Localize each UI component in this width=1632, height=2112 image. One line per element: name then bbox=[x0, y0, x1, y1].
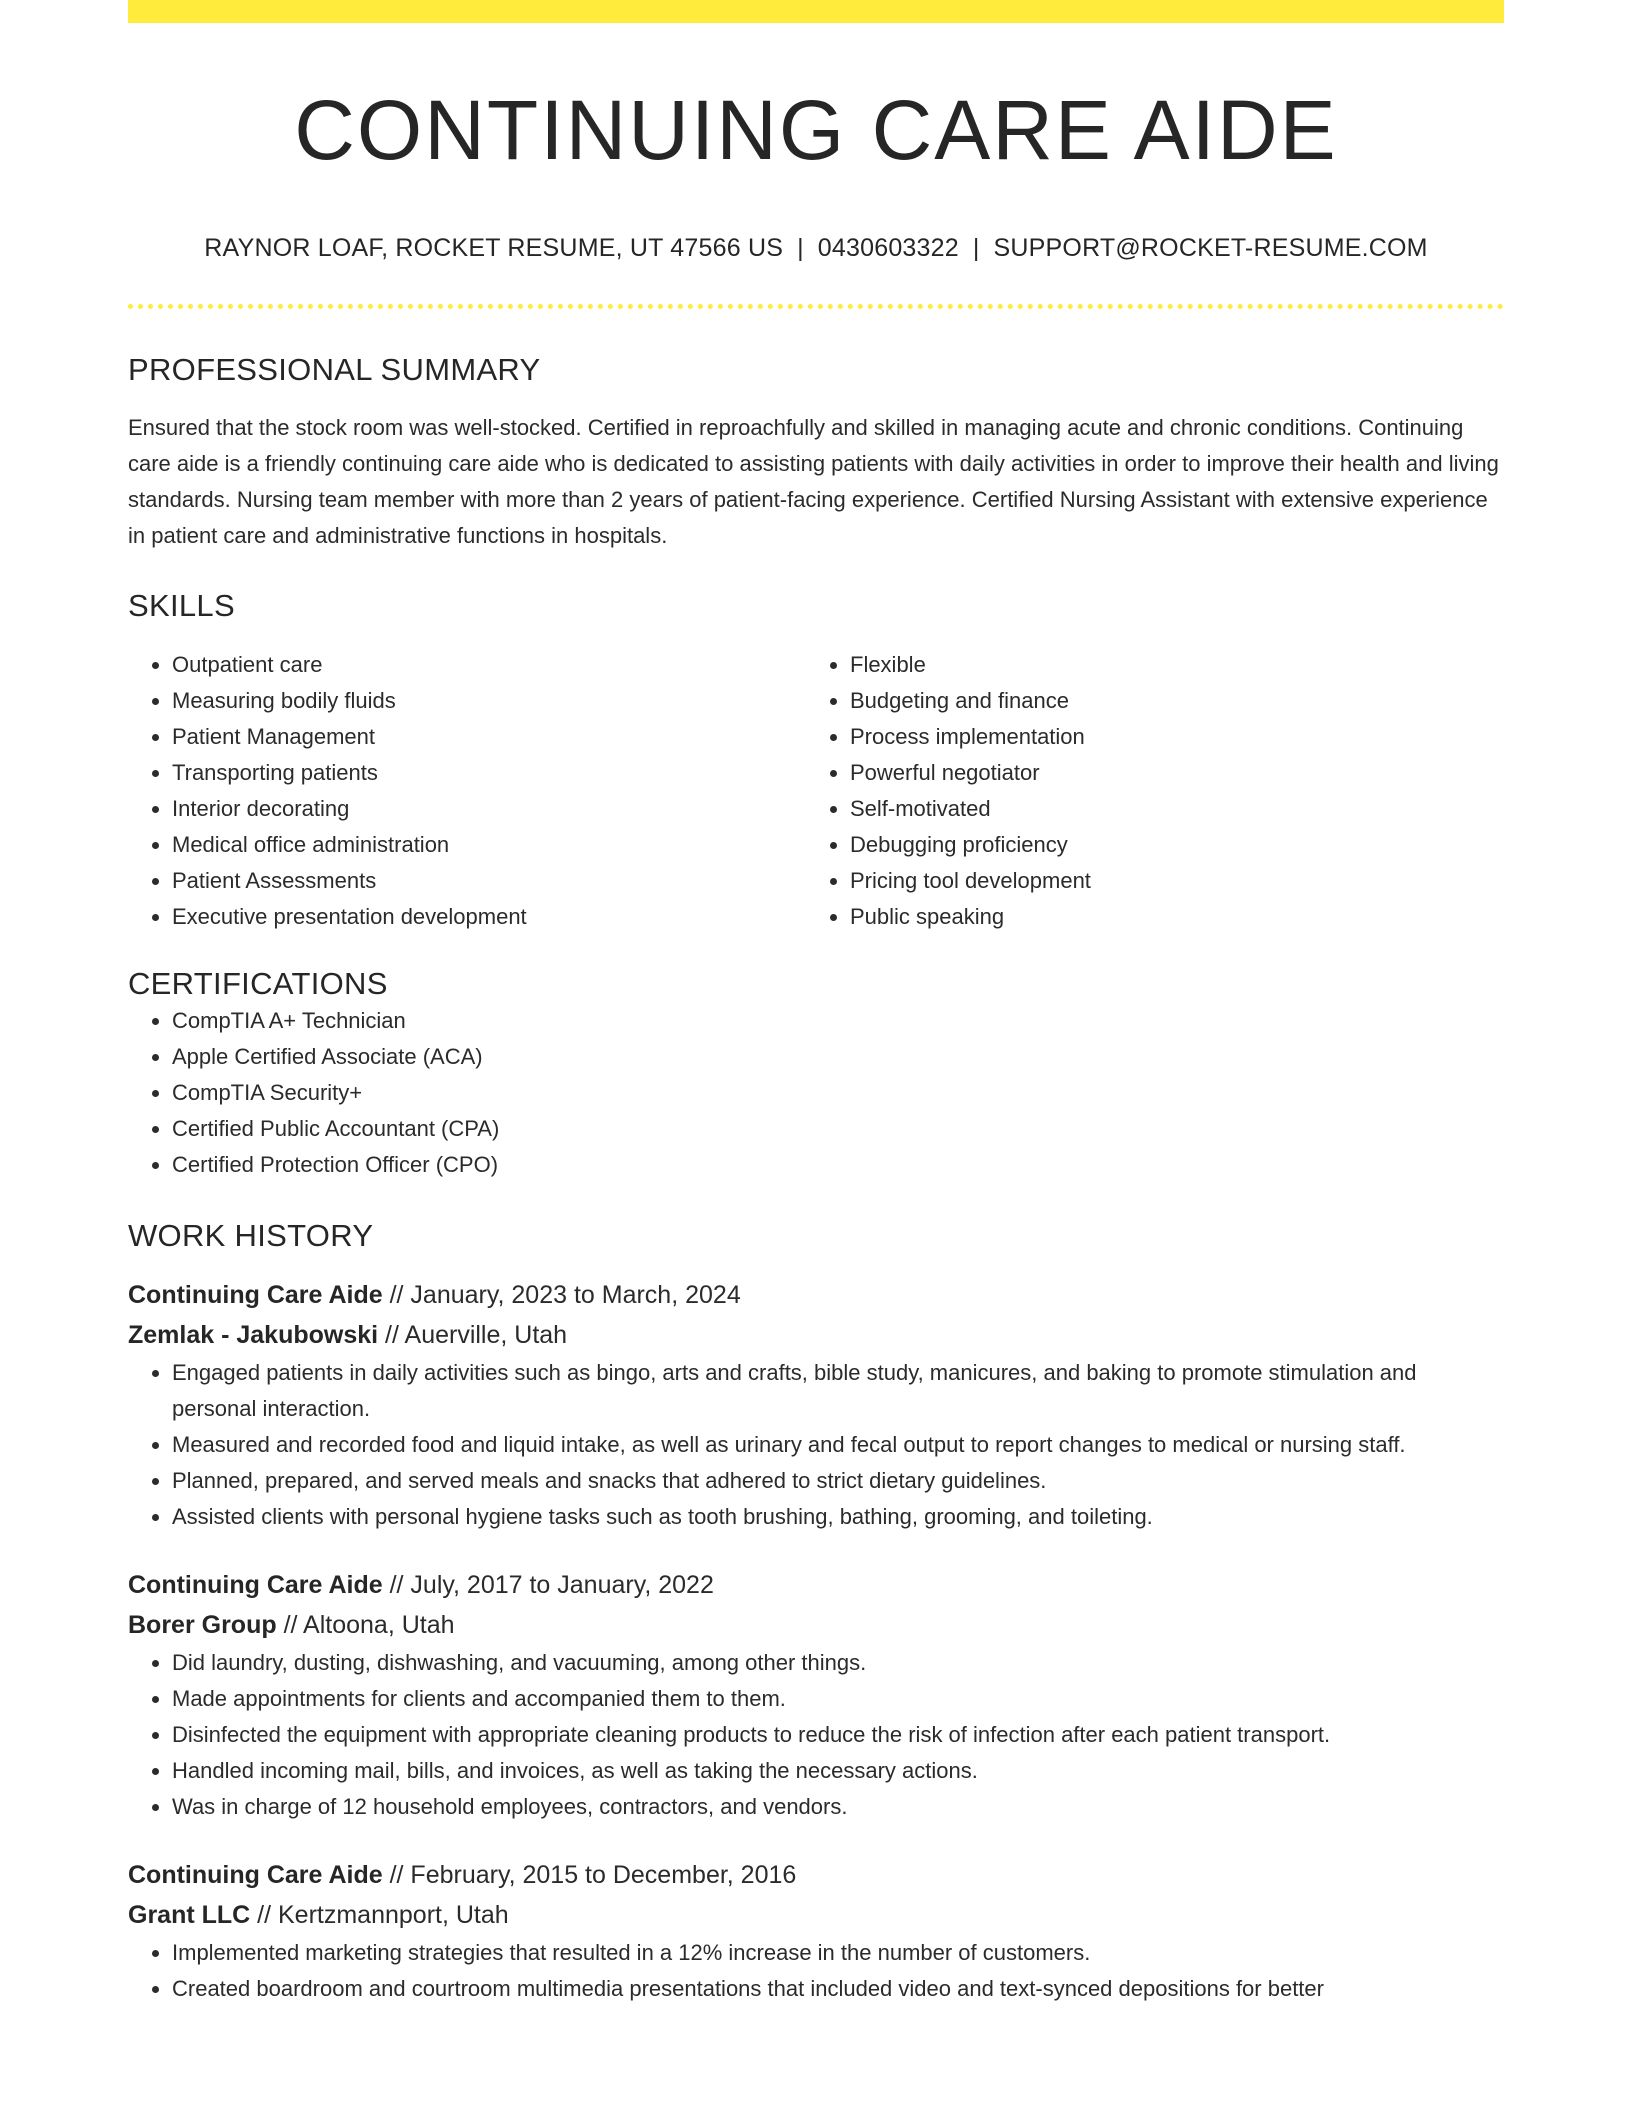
skill-item: • Patient Assessments bbox=[172, 863, 806, 899]
skills-list-right bbox=[806, 647, 1484, 935]
job-bullets bbox=[128, 1355, 1504, 1535]
job-location: // Kertzmannport, Utah bbox=[250, 1901, 509, 1929]
certification-item: • Certified Public Accountant (CPA) bbox=[172, 1111, 1504, 1147]
skills-column-left bbox=[128, 647, 806, 935]
job-bullet: • Did laundry, dusting, dishwashing, and vacuuming, among other things. bbox=[172, 1645, 1504, 1681]
contact-separator: | bbox=[797, 234, 804, 262]
section-title-skills: SKILLS bbox=[128, 588, 235, 623]
job-role: Continuing Care Aide bbox=[128, 1861, 383, 1889]
dotted-divider bbox=[128, 304, 1504, 309]
contact-line bbox=[128, 233, 1504, 263]
skill-item: • Process implementation bbox=[850, 719, 1484, 755]
certification-item: • CompTIA A+ Technician bbox=[172, 1003, 1504, 1039]
skill-item: • Medical office administration bbox=[172, 827, 806, 863]
job-entry bbox=[128, 1275, 1504, 1535]
skill-item: • Pricing tool development bbox=[850, 863, 1484, 899]
section-title-certifications: CERTIFICATIONS bbox=[128, 966, 388, 1001]
job-role-line bbox=[128, 1565, 1504, 1605]
contact-address: RAYNOR LOAF, ROCKET RESUME, UT 47566 US bbox=[204, 234, 784, 262]
skill-item: • Patient Management bbox=[172, 719, 806, 755]
job-location: // Auerville, Utah bbox=[378, 1321, 568, 1349]
job-company: Zemlak - Jakubowski bbox=[128, 1321, 379, 1349]
job-bullet: • Was in charge of 12 household employees, contractors, and vendors. bbox=[172, 1789, 1504, 1825]
job-role-line bbox=[128, 1275, 1504, 1315]
skill-item: • Public speaking bbox=[850, 899, 1484, 935]
section-title-work-history: WORK HISTORY bbox=[128, 1218, 374, 1253]
job-location: // Altoona, Utah bbox=[276, 1611, 455, 1639]
contact-email: SUPPORT@ROCKET-RESUME.COM bbox=[993, 234, 1428, 262]
job-bullet: • Measured and recorded food and liquid intake, as well as urinary and fecal output to report changes to medical or nursing staff. bbox=[172, 1427, 1504, 1463]
section-title-summary: PROFESSIONAL SUMMARY bbox=[128, 352, 541, 387]
skill-item: • Budgeting and finance bbox=[850, 683, 1484, 719]
job-bullet: • Made appointments for clients and accompanied them to them. bbox=[172, 1681, 1504, 1717]
certifications-list bbox=[128, 1003, 1504, 1183]
skill-item: • Outpatient care bbox=[172, 647, 806, 683]
job-company-line bbox=[128, 1315, 1504, 1355]
job-company: Grant LLC bbox=[128, 1901, 251, 1929]
skill-item: • Flexible bbox=[850, 647, 1484, 683]
job-bullet: • Handled incoming mail, bills, and invoices, as well as taking the necessary actions. bbox=[172, 1753, 1504, 1789]
job-entry bbox=[128, 1565, 1504, 1825]
certification-item: • CompTIA Security+ bbox=[172, 1075, 1504, 1111]
job-company: Borer Group bbox=[128, 1611, 277, 1639]
job-bullet: • Planned, prepared, and served meals and snacks that adhered to strict dietary guidelines. bbox=[172, 1463, 1504, 1499]
job-dates: // January, 2023 to March, 2024 bbox=[382, 1281, 741, 1309]
job-company-line bbox=[128, 1605, 1504, 1645]
skill-item: • Measuring bodily fluids bbox=[172, 683, 806, 719]
job-bullets bbox=[128, 1645, 1504, 1825]
certification-item: • Apple Certified Associate (ACA) bbox=[172, 1039, 1504, 1075]
job-role: Continuing Care Aide bbox=[128, 1281, 383, 1309]
resume-title: CONTINUING CARE AIDE bbox=[294, 83, 1338, 177]
skill-item: • Transporting patients bbox=[172, 755, 806, 791]
certification-item: • Certified Protection Officer (CPO) bbox=[172, 1147, 1504, 1183]
skills-column-right bbox=[806, 647, 1484, 935]
skill-item: • Interior decorating bbox=[172, 791, 806, 827]
job-entry bbox=[128, 1855, 1504, 2007]
job-dates: // February, 2015 to December, 2016 bbox=[382, 1861, 797, 1889]
job-bullet: • Disinfected the equipment with appropriate cleaning products to reduce the risk of infection after each patient transport. bbox=[172, 1717, 1504, 1753]
job-bullet: • Engaged patients in daily activities such as bingo, arts and crafts, bible study, manicures, and baking to promote stimulation and personal interaction. bbox=[172, 1355, 1504, 1427]
resume-content bbox=[128, 0, 1504, 2007]
job-bullets bbox=[128, 1935, 1504, 2007]
job-dates: // July, 2017 to January, 2022 bbox=[382, 1571, 714, 1599]
job-bullet: • Created boardroom and courtroom multimedia presentations that included video and text-synced depositions for better bbox=[172, 1971, 1504, 2007]
skill-item: • Executive presentation development bbox=[172, 899, 806, 935]
job-role: Continuing Care Aide bbox=[128, 1571, 383, 1599]
skills-columns bbox=[128, 647, 1504, 935]
job-role-line bbox=[128, 1855, 1504, 1895]
job-bullet: • Assisted clients with personal hygiene tasks such as tooth brushing, bathing, grooming, and toileting. bbox=[172, 1499, 1504, 1535]
summary-text: Ensured that the stock room was well-stocked. Certified in reproachfully and skilled in managing acute and chronic conditions. Continuing care aide is a friendly continuing care aide who is dedicated to assisting patients with daily activities in order to improve their health and living standards. Nursing team member with more than 2 years of patient-facing experience. Certified Nursing Assistant with extensive experience in patient care and administrative functions in hospitals. bbox=[128, 415, 1499, 548]
skill-item: • Self-motivated bbox=[850, 791, 1484, 827]
job-bullet: • Implemented marketing strategies that resulted in a 12% increase in the number of customers. bbox=[172, 1935, 1504, 1971]
contact-phone: 0430603322 bbox=[817, 234, 959, 262]
skill-item: • Debugging proficiency bbox=[850, 827, 1484, 863]
contact-separator: | bbox=[972, 234, 980, 262]
skills-list-left bbox=[128, 647, 806, 935]
job-company-line bbox=[128, 1895, 1504, 1935]
skill-item: • Powerful negotiator bbox=[850, 755, 1484, 791]
